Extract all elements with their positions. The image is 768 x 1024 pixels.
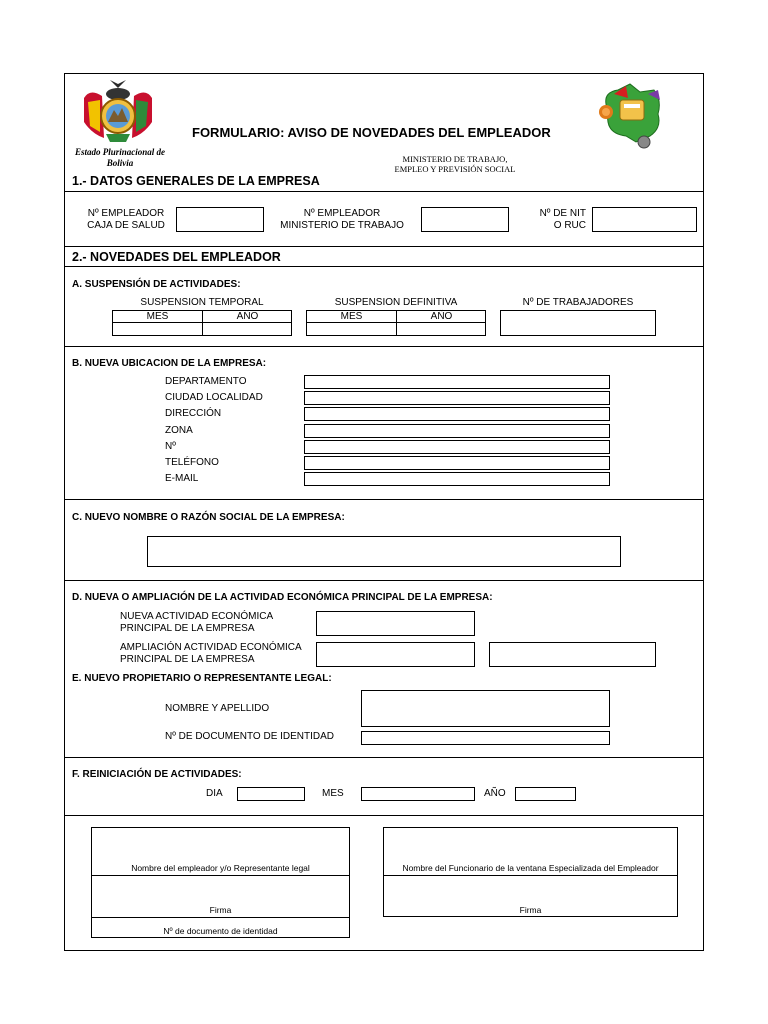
ampliacion-label-line1: AMPLIACIÓN ACTIVIDAD ECONÓMICA — [120, 642, 302, 653]
temporal-mes-label: MES — [146, 311, 169, 322]
email-label: E-MAIL — [165, 473, 199, 484]
estado-label: Estado Plurinacional de — [74, 147, 165, 157]
direccion-label: DIRECCIÓN — [165, 408, 222, 419]
divider — [64, 266, 704, 267]
section-e-title: E. NUEVO PROPIETARIO O REPRESENTANTE LEGAL: — [72, 673, 332, 684]
section-a-title: A. SUSPENSIÓN DE ACTIVIDADES: — [72, 279, 241, 290]
email-input[interactable] — [304, 472, 610, 486]
nit-label-line2: O RUC — [553, 220, 586, 231]
section2-title: 2.- NOVEDADES DEL EMPLEADOR — [72, 250, 281, 264]
definitiva-anio-label: AÑO — [430, 311, 453, 322]
divider — [64, 246, 704, 247]
section-c-title: C. NUEVO NOMBRE O RAZÓN SOCIAL DE LA EMPRESA: — [72, 512, 345, 523]
ministerio-trabajo-input[interactable] — [421, 207, 509, 232]
ampliacion-extra-input[interactable] — [489, 642, 656, 667]
left-doc-label: Nº de documento de identidad — [163, 926, 278, 936]
caja-salud-input[interactable] — [176, 207, 264, 232]
divider — [64, 191, 704, 192]
right-name-label: Nombre del Funcionario de la ventana Especializada del Empleador — [402, 863, 659, 873]
dia-input[interactable] — [237, 787, 305, 801]
right-firma-label: Firma — [519, 905, 542, 915]
documento-identidad-label: Nº DE DOCUMENTO DE IDENTIDAD — [165, 731, 335, 742]
bolivia-label: Bolivia — [106, 158, 134, 168]
suspension-definitiva-label: SUSPENSION DEFINITIVA — [334, 297, 458, 308]
ampliacion-label-line2: PRINCIPAL DE LA EMPRESA — [120, 654, 255, 665]
definitiva-anio-input[interactable] — [397, 323, 485, 335]
left-signature-block — [91, 827, 350, 938]
temporal-mes-input[interactable] — [113, 323, 201, 335]
temporal-anio-label: AÑO — [236, 311, 259, 322]
anio-label: AÑO — [484, 788, 506, 799]
divider — [64, 346, 704, 347]
nit-ruc-input[interactable] — [592, 207, 697, 232]
razon-social-input[interactable] — [147, 536, 621, 567]
page-title: FORMULARIO: AVISO DE NOVEDADES DEL EMPLEADOR — [192, 125, 551, 140]
ministry-logo-icon — [596, 80, 666, 154]
nueva-actividad-input[interactable] — [316, 611, 475, 636]
section-d-title: D. NUEVA O AMPLIACIÓN DE LA ACTIVIDAD ECONÓMICA PRINCIPAL DE LA EMPRESA: — [72, 592, 493, 603]
departamento-input[interactable] — [304, 375, 610, 389]
telefono-label: TELÉFONO — [165, 457, 219, 468]
section-b-title: B. NUEVA UBICACION DE LA EMPRESA: — [72, 358, 267, 369]
definitiva-mes-input[interactable] — [307, 323, 395, 335]
dia-label: DIA — [206, 788, 223, 799]
nueva-actividad-label-line2: PRINCIPAL DE LA EMPRESA — [120, 623, 255, 634]
bolivia-coat-of-arms-icon — [80, 78, 156, 146]
divider — [64, 580, 704, 581]
caja-label-line2: CAJA DE SALUD — [87, 220, 165, 231]
ministerio-label-line2: MINISTERIO DE TRABAJO — [280, 220, 404, 231]
anio-input[interactable] — [515, 787, 576, 801]
trabajadores-input[interactable] — [500, 310, 656, 336]
ciudad-label: CIUDAD LOCALIDAD — [165, 392, 263, 403]
mes-label: MES — [322, 788, 344, 799]
section1-title: 1.- DATOS GENERALES DE LA EMPRESA — [72, 174, 320, 188]
definitiva-table — [306, 310, 486, 336]
telefono-input[interactable] — [304, 456, 610, 470]
ampliacion-input[interactable] — [316, 642, 475, 667]
mes-input[interactable] — [361, 787, 475, 801]
divider — [64, 499, 704, 500]
section-f-title: F. REINICIACIÓN DE ACTIVIDADES: — [72, 769, 242, 780]
left-name-label: Nombre del empleador y/o Representante legal — [131, 863, 310, 873]
divider — [64, 815, 704, 816]
ministerio-line2: EMPLEO Y PREVISIÓN SOCIAL — [394, 164, 516, 174]
departamento-label: DEPARTAMENTO — [165, 376, 247, 387]
ministerio-label-line1: Nº EMPLEADOR — [303, 208, 381, 219]
caja-label-line1: Nº EMPLEADOR — [87, 208, 165, 219]
right-signature-block — [383, 827, 678, 917]
divider — [64, 757, 704, 758]
ministerio-line1: MINISTERIO DE TRABAJO, — [402, 154, 508, 164]
left-firma-label: Firma — [209, 905, 232, 915]
zona-input[interactable] — [304, 424, 610, 438]
definitiva-mes-label: MES — [340, 311, 363, 322]
nit-label-line1: Nº DE NIT — [539, 208, 586, 219]
nombre-apellido-label: NOMBRE Y APELLIDO — [165, 703, 270, 714]
suspension-temporal-label: SUSPENSION TEMPORAL — [140, 297, 264, 308]
nombre-apellido-input[interactable] — [361, 690, 610, 727]
trabajadores-label: Nº DE TRABAJADORES — [522, 297, 634, 308]
numero-input[interactable] — [304, 440, 610, 454]
ciudad-input[interactable] — [304, 391, 610, 405]
numero-label: Nº — [165, 441, 176, 452]
direccion-input[interactable] — [304, 407, 610, 421]
temporal-table — [112, 310, 292, 336]
temporal-anio-input[interactable] — [203, 323, 291, 335]
zona-label: ZONA — [165, 425, 193, 436]
documento-identidad-input[interactable] — [361, 731, 610, 745]
nueva-actividad-label-line1: NUEVA ACTIVIDAD ECONÓMICA — [120, 611, 274, 622]
